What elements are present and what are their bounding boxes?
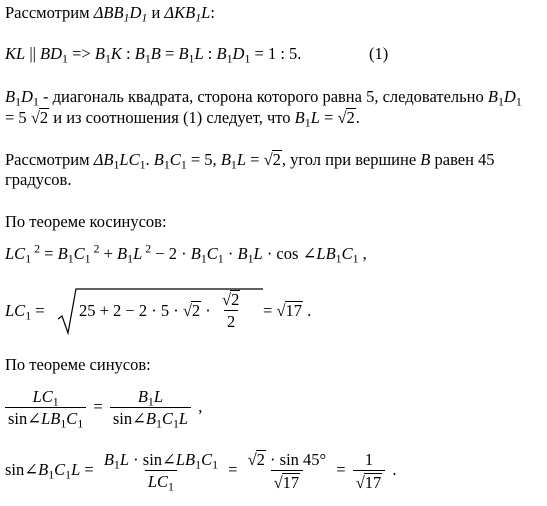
heading-cosine-theorem: По теореме косинусов:	[5, 212, 167, 231]
equation-reference: (1)	[369, 44, 389, 63]
formula-cosine-law: $LC_1$ $^2 = B_1C_1$ $^2 + B_1L$ $^2 - 2 \cdot B_1C_1 \cdot B_1L \cdot \cos$ $\angle LB_1C_1$ ,	[5, 241, 367, 266]
line-consider-triangles: Рассмотрим $\Delta BB_1D_1$ и $\Delta KB_1L$:	[5, 3, 215, 25]
para-triangle-line2: градусов.	[5, 170, 72, 189]
para-diagonal-line1: $B_1D_1$ - диагональ квадрата, сторона которого равна 5, следовательно $B_1D_1$	[5, 87, 522, 109]
formula-cosine-result: $LC_1$ = 25 + 2 − 2 · 5 · √2 · $\frac{√2}{2}$ = √17 .	[5, 287, 325, 337]
para-triangle-line1: Рассмотрим $\Delta B_1LC_1$. $B_1C_1 = 5$, $B_1L = √2$, угол при вершине B равен 45	[5, 150, 495, 172]
formula-sine-law: $\frac{LC_1}{\sin\angle LB_1C_1}$ = $\frac{B_1L}{\sin\angle B_1C_1L}$ ,	[2, 388, 202, 428]
heading-sine-theorem: По теореме синусов:	[5, 355, 151, 374]
line-parallel-ratio: KL || $BD_1 => B_1K$ : $B_1B = B_1L$ : $B_1D_1 = 1$ : 5.	[5, 44, 302, 66]
formula-sine-result: $\sin\angle B_1C_1L$ = $\frac{B_1L \cdot \sin\angle LB_1C_1}{LC_1}$ = $\frac{√2 \cdot \sin 45^\circ}{√17}$ = $\frac{1}{√17}$ .	[5, 449, 397, 494]
para-diagonal-line2: = 5 √2 и из соотношения (1) следует, что $B_1L = √2$.	[5, 108, 360, 130]
